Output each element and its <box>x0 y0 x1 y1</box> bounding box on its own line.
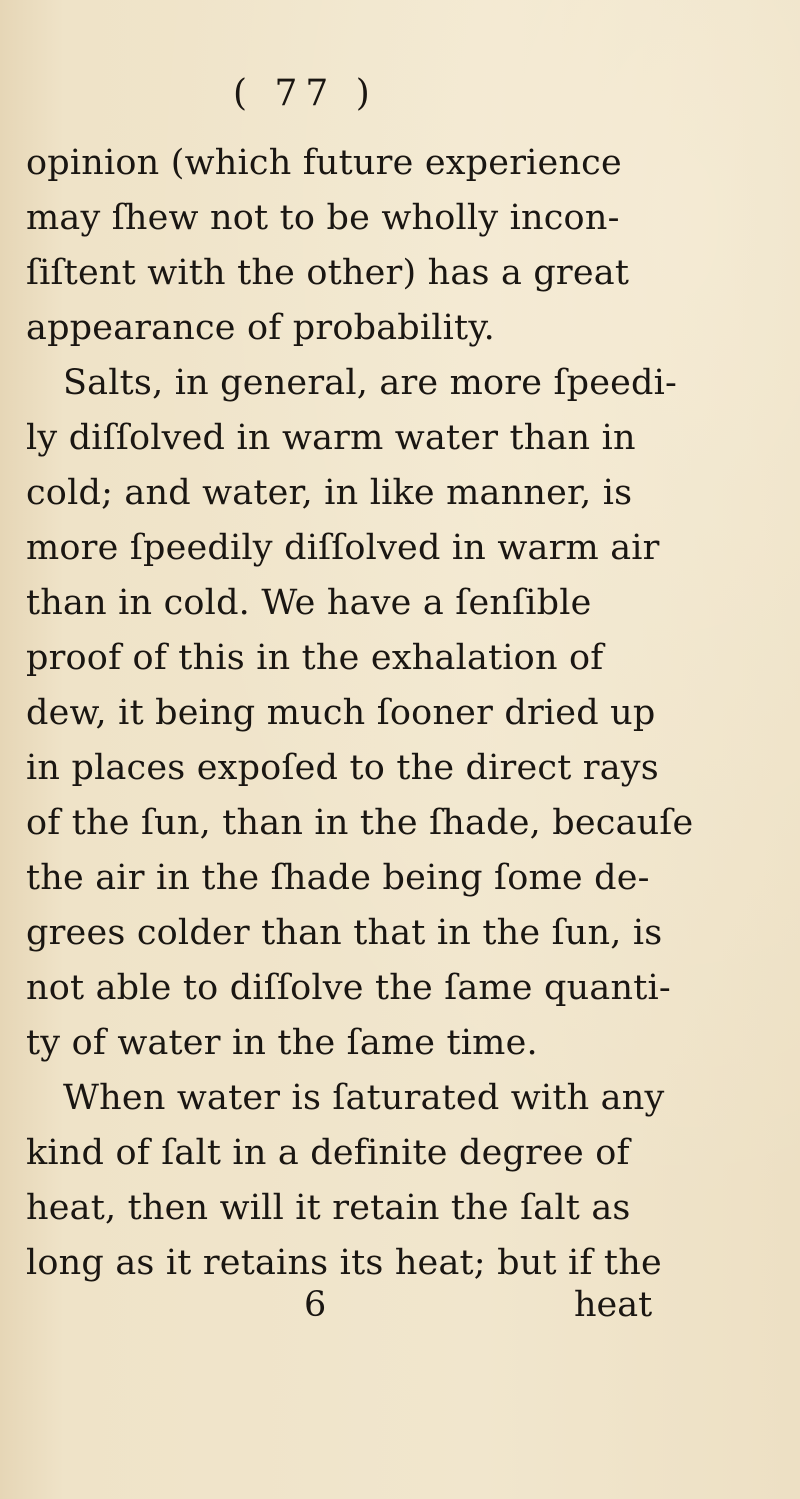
text-line: not able to diſſolve the ſame quanti- <box>26 968 671 1008</box>
text-line: long as it retains its heat; but if the <box>26 1243 662 1283</box>
text-line: grees colder than that in the ſun, is <box>26 913 663 953</box>
page-number: ( 77 ) <box>233 73 378 114</box>
text-line: more ſpeedily diſſolved in warm air <box>26 528 660 568</box>
text-line: in places expoſed to the direct rays <box>26 748 659 788</box>
text-line: the air in the ſhade being ſome de- <box>26 858 650 898</box>
text-line: may ſhew not to be wholly incon- <box>26 198 620 238</box>
text-line: of the ſun, than in the ſhade, becauſe <box>26 803 694 843</box>
text-line: opinion (which future experience <box>26 143 622 183</box>
text-line: appearance of probability. <box>26 308 495 348</box>
catchline <box>0 1280 800 1330</box>
text-line: than in cold. We have a ſenſible <box>26 583 592 623</box>
page-header <box>0 74 800 114</box>
text-line: heat, then will it retain the ſalt as <box>26 1188 631 1228</box>
text-line: When water is ſaturated with any <box>63 1078 665 1118</box>
text-line: ty of water in the ſame time. <box>26 1023 538 1063</box>
text-line: Salts, in general, are more ſpeedi- <box>63 363 678 403</box>
text-line: kind of ſalt in a definite degree of <box>26 1133 630 1173</box>
text-line: ly diſſolved in warm water than in <box>26 418 636 458</box>
signature-mark: 6 <box>304 1285 327 1325</box>
text-line: proof of this in the exhalation of <box>26 638 604 678</box>
catchword: heat <box>574 1285 653 1325</box>
text-line: ſiſtent with the other) has a great <box>26 253 630 293</box>
text-line: cold; and water, in like manner, is <box>26 473 633 513</box>
text-line: dew, it being much ſooner dried up <box>26 693 656 733</box>
